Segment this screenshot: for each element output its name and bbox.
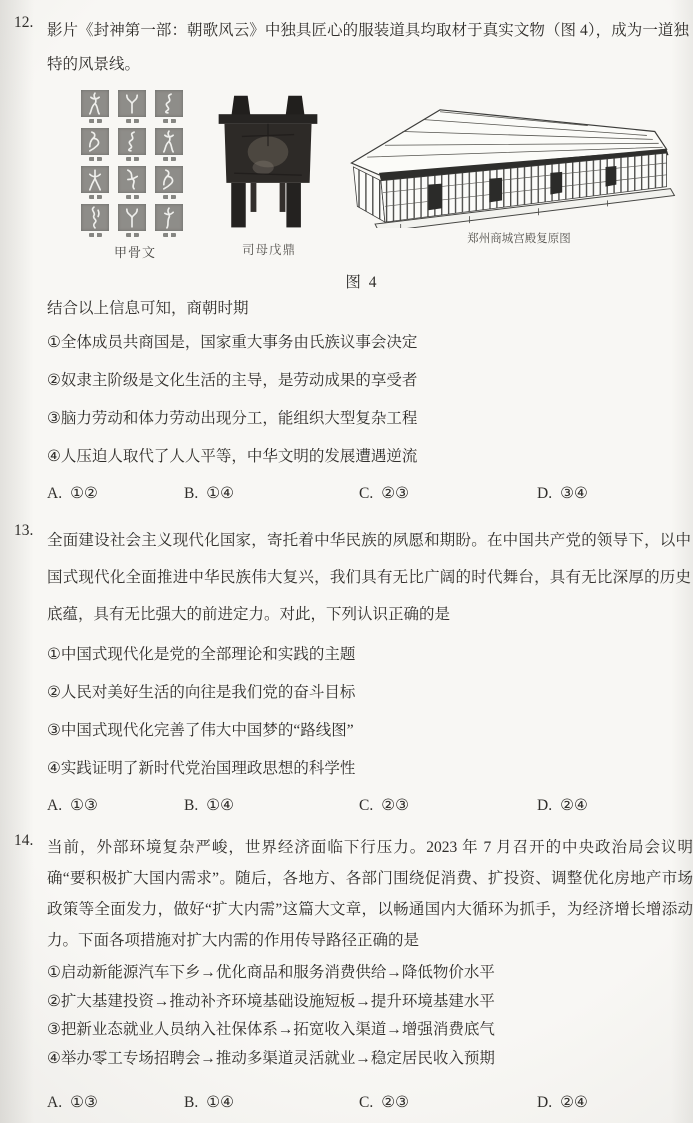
question-12-stem: 影片《封神第一部：朝歌风云》中独具匠心的服装道具均取材于真实文物（图 4），成为一道独特的风景线。 <box>47 22 689 73</box>
question-13 <box>14 522 691 822</box>
question-12-option-d: D. ③④ <box>537 485 588 502</box>
question-13-option-c: C. ②③ <box>359 797 410 814</box>
question-12-statement-2: ②奴隶主阶级是文化生活的主导，是劳动成果的享受者 <box>47 372 418 389</box>
question-13-stem: 全面建设社会主义现代化国家，寄托着中华民族的夙愿和期盼。在中国共产党的领导下，以中国式现代化全面推进中华民族伟大复兴，我们具有无比广阔的时代舞台，具有无比深厚的历史底蕴，具有无比强大的前进定力。对此，下列认识正确的是 <box>47 532 691 623</box>
question-13-option-d: D. ②④ <box>537 797 588 814</box>
question-12-lead: 结合以上信息可知，商朝时期 <box>47 300 249 317</box>
question-14-statement-1: ①启动新能源汽车下乡→优化商品和服务消费供给→降低物价水平 <box>47 964 495 981</box>
oracle-glyph-tile <box>81 204 109 242</box>
question-12-option-c: C. ②③ <box>359 485 410 502</box>
question-14-statement-4: ④举办零工专场招聘会→推动多渠道灵活就业→稳定居民收入预期 <box>47 1049 495 1067</box>
question-14-option-a: A. ①③ <box>47 1094 98 1111</box>
question-13-statement-4: ④实践证明了新时代党治国理政思想的科学性 <box>47 760 356 777</box>
palace-reconstruction-image <box>339 98 679 233</box>
question-13-statement-1: ①中国式现代化是党的全部理论和实践的主题 <box>47 646 356 663</box>
oracle-glyph-tile <box>118 90 146 128</box>
oracle-glyph-tile <box>81 90 109 128</box>
question-14-number: 14. <box>14 832 34 849</box>
oracle-glyph-tile <box>118 204 146 242</box>
question-14-stem: 当前，外部环境复杂严峻，世界经济面临下行压力。2023 年 7 月召开的中央政治局会议明确“要积极扩大国内需求”。随后，各地方、各部门围绕促消费、扩投资、调整优化房地产市场政策等全面发力，做好“扩大内需”这篇大文章，以畅通国内大循环为抓手，为经济增长增添动力。下面各项措施对扩大内需的作用传导路径正确的是 <box>47 839 693 949</box>
question-12-option-a: A. ①② <box>47 485 98 502</box>
question-13-options <box>47 790 677 822</box>
oracle-glyph-tile <box>81 166 109 204</box>
question-14-option-c: C. ②③ <box>359 1094 410 1111</box>
question-13-statement-2: ②人民对美好生活的向往是我们党的奋斗目标 <box>47 684 356 701</box>
oracle-glyph-tile <box>81 128 109 166</box>
question-14-statement-2: ②扩大基建投资→推动补齐环境基础设施短板→提升环境基建水平 <box>47 992 495 1010</box>
oracle-caption: 甲骨文 <box>113 245 156 260</box>
oracle-glyph-tile <box>155 90 183 128</box>
oracle-glyph-grid <box>81 90 193 242</box>
question-12-number: 12. <box>14 14 34 31</box>
simuwu-ding-image <box>203 90 333 245</box>
ding-caption: 司母戊鼎 <box>241 243 296 257</box>
question-13-option-b: B. ①④ <box>184 797 235 814</box>
question-12-statement-3: ③脑力劳动和体力劳动出现分工，能组织大型复杂工程 <box>47 410 418 427</box>
question-14-options <box>47 1087 677 1119</box>
figure-4-label: 图 4 <box>345 274 379 291</box>
figure-4-area <box>47 90 677 262</box>
question-12-statement-4: ④人压迫人取代了人人平等，中华文明的发展遭遇逆流 <box>47 448 418 465</box>
question-13-number: 13. <box>14 522 34 539</box>
question-14-option-d: D. ②④ <box>537 1094 588 1111</box>
palace-caption: 郑州商城宫殿复原图 <box>467 233 571 245</box>
question-14-option-b: B. ①④ <box>184 1094 235 1111</box>
oracle-glyph-tile <box>155 166 183 204</box>
question-12-statement-1: ①全体成员共商国是，国家重大事务由氏族议事会决定 <box>47 334 418 351</box>
question-14 <box>14 832 693 1119</box>
oracle-glyph-tile <box>118 128 146 166</box>
oracle-glyph-tile <box>155 204 183 242</box>
question-13-option-a: A. ①③ <box>47 797 98 814</box>
question-12-option-b: B. ①④ <box>184 485 235 502</box>
question-13-statement-3: ③中国式现代化完善了伟大中国梦的“路线图” <box>47 722 354 739</box>
question-12-options <box>47 478 677 510</box>
oracle-glyph-tile <box>118 166 146 204</box>
question-12 <box>14 14 689 510</box>
question-14-statement-3: ③把新业态就业人员纳入社保体系→拓宽收入渠道→增强消费底气 <box>47 1021 495 1038</box>
oracle-bone-script-image <box>81 90 193 242</box>
oracle-glyph-tile <box>155 128 183 166</box>
